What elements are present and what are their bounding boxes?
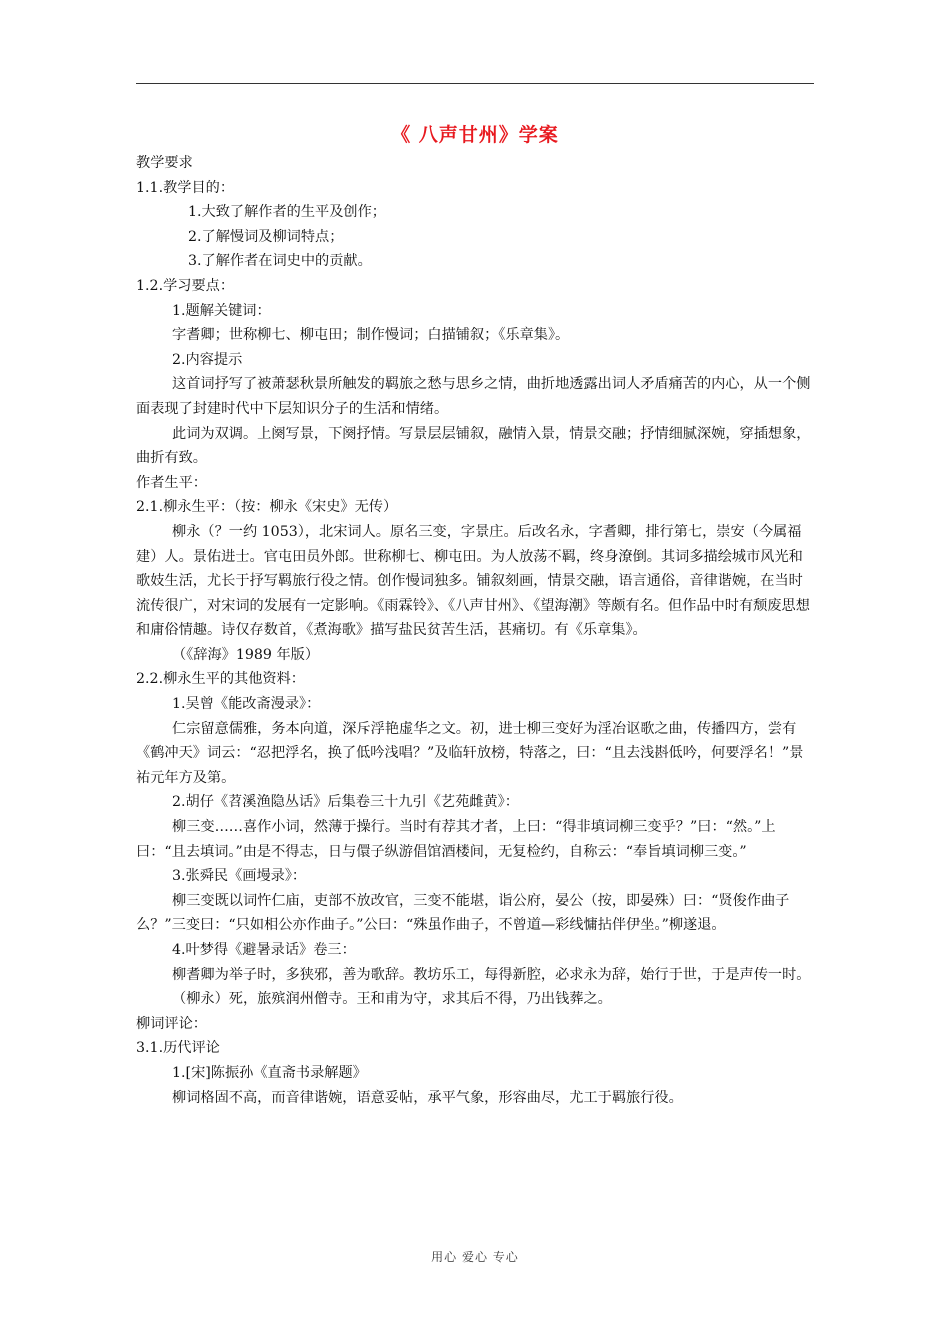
list-item: 3.了解作者在词史中的贡献。	[188, 253, 372, 270]
paragraph: 这首词抒写了被萧瑟秋景所触发的羁旅之愁与思乡之情，曲折地透露出词人矛盾痛苦的内心，从一个侧面表现了封建时代中下层知识分子的生活和情绪。	[136, 376, 811, 417]
section-heading: 作者生平：	[136, 474, 207, 491]
subsection-heading: 2.2.柳永生平的其他资料：	[136, 671, 305, 688]
subsection-heading: 2.1.柳永生平：（按：柳永《宋史》无传）	[136, 499, 398, 516]
list-item: 1.题解关键词：	[172, 302, 271, 319]
paragraph: 柳词格固不高，而音律谐婉，语意妥帖，承平气象，形容曲尽，尤工于羁旅行役。	[172, 1089, 683, 1106]
section-heading: 柳词评论：	[136, 1015, 207, 1032]
list-item: 4.叶梦得《避暑录话》卷三：	[172, 942, 356, 958]
document-body	[136, 151, 814, 1110]
list-item: 1.大致了解作者的生平及创作；	[188, 204, 386, 221]
citation: （《辞海》1989 年版）	[172, 646, 320, 663]
list-item: 2.了解慢词及柳词特点；	[188, 228, 344, 245]
paragraph: 仁宗留意儒雅，务本向道，深斥浮艳虚华之文。初，进士柳三变好为淫冶讴歌之曲，传播四方，尝有《鹤冲天》词云：“忍把浮名，换了低吟浅唱？”及临轩放榜，特落之，曰：“且去浅斟低吟，何要浮名！”景祐元年方及第。	[136, 720, 804, 786]
paragraph: 柳三变既以词忤仁庙，吏部不放改官，三变不能堪，诣公府，晏公（按，即晏殊）曰：“贤俊作曲子么？”三变曰：“只如相公亦作曲子。”公曰：“殊虽作曲子，不曾道—彩线慵拈伴伊坐。”柳遂退。	[136, 892, 790, 934]
list-item: 3.张舜民《画墁录》：	[172, 868, 307, 885]
paragraph: 柳永（？一约 1053），北宋词人。原名三变，字景庄。后改名永，字耆卿，排行第七，崇安（今属福建）人。景佑进士。官屯田员外郎。世称柳七、柳屯田。为人放荡不羁，终身潦倒。其词多描绘城市风光和歌妓生活，尤长于抒写羁旅行役之情。创作慢词独多。铺叙刻画，情景交融，语言通俗，音律谐婉，在当时流传很广，对宋词的发展有一定影响。《雨霖铃》、《八声甘州》、《望海潮》等颇有名。但作品中时有颓废思想和庸俗情趣。诗仅存数首，《煮海歌》描写盐民贫苦生活，甚痛切。有《乐章集》。	[136, 523, 810, 639]
subsection-heading: 1.2.学习要点：	[136, 277, 235, 294]
paragraph: 柳三变……喜作小词，然薄于操行。当时有荐其才者，上曰：“得非填词柳三变乎？”曰：“然。”上曰：“且去填词。”由是不得志，日与儇子纵游倡馆酒楼间，无复检约，自称云：“奉旨填词柳三变。”	[136, 819, 776, 860]
list-item: 1.吴曾《能改斋漫录》：	[172, 696, 321, 713]
list-item: 2.内容提示	[172, 351, 243, 368]
paragraph: 柳耆卿为举子时，多狭邪，善为歌辞。教坊乐工，每得新腔，必求永为辞，始行于世，于是声传一时。	[172, 966, 811, 983]
subsection-heading: 1.1.教学目的：	[136, 179, 235, 196]
page-footer: 用心 爱心 专心	[431, 1250, 519, 1264]
list-item: 2.胡仔《苕溪渔隐丛话》后集卷三十九引《艺苑雌黄》：	[172, 794, 519, 811]
paragraph: 字耆卿；世称柳七、柳屯田；制作慢词；白描铺叙；《乐章集》。	[172, 327, 570, 344]
header-rule	[136, 83, 814, 84]
section-heading: 教学要求	[136, 155, 193, 171]
paragraph: 此词为双调。上阕写景，下阕抒情。写景层层铺叙，融情入景，情景交融；抒情细腻深婉，穿插想象，曲折有致。	[136, 425, 811, 467]
subsection-heading: 3.1.历代评论	[136, 1040, 220, 1057]
list-item: 1.[宋]陈振孙《直斋书录解题》	[172, 1064, 367, 1081]
document-title: 《 八声甘州》学案	[391, 124, 559, 146]
paragraph: （柳永）死，旅殡润州僧寺。王和甫为守，求其后不得，乃出钱葬之。	[172, 991, 612, 1008]
